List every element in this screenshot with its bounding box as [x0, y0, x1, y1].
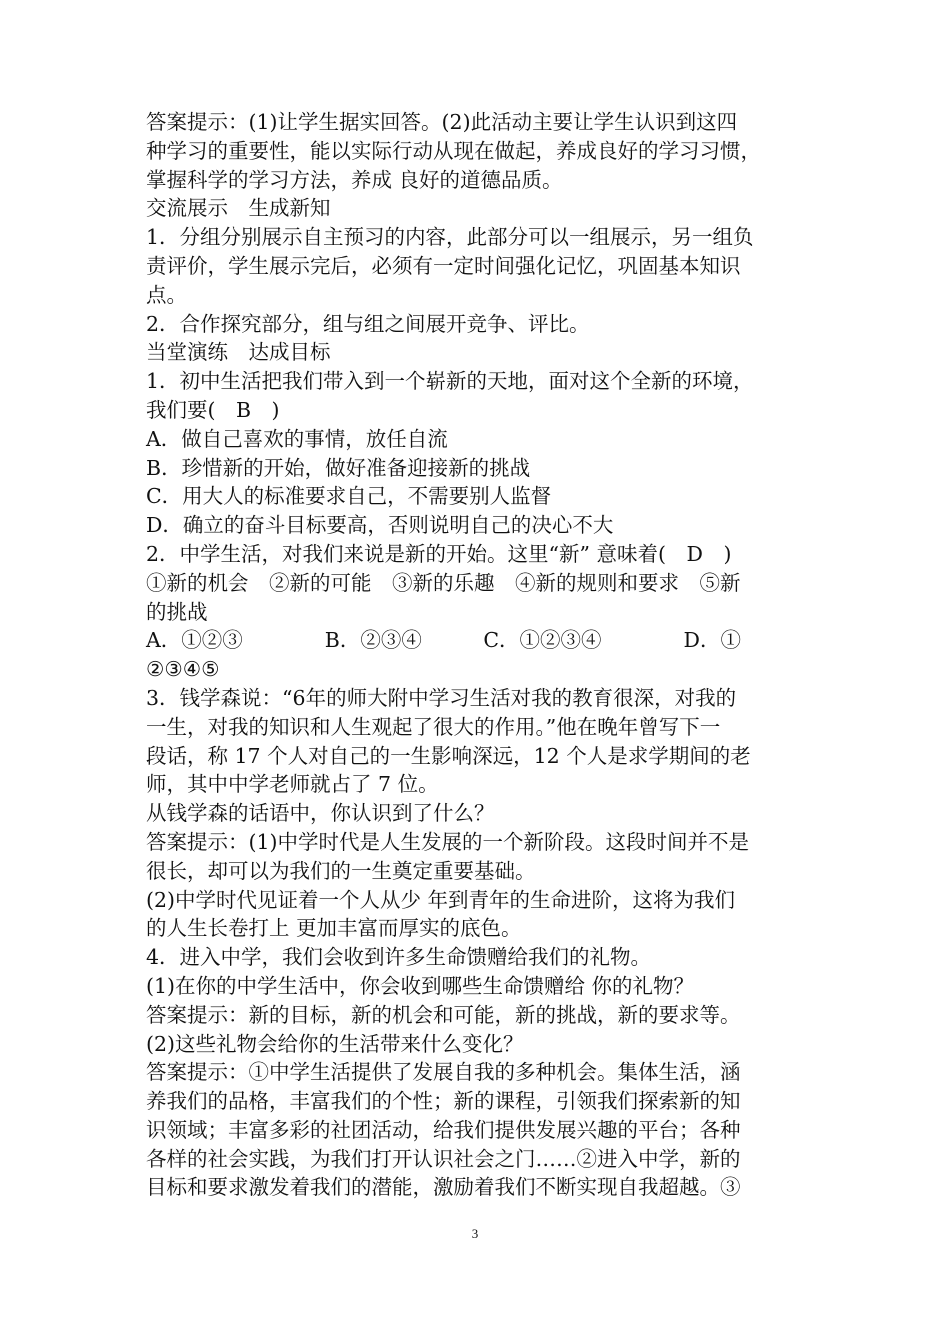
text-line: 3．钱学森说：“6年的师大附中学习生活对我的教育很深，对我的 [146, 685, 737, 710]
text-line: 答案提示：①中学生活提供了发展自我的多种机会。集体生活，涵 [146, 1060, 741, 1085]
text-line: ②③④⑤ [146, 657, 220, 682]
page-body-text [146, 108, 816, 1202]
page-number: 3 [471, 1226, 479, 1241]
text-line: 各样的社会实践，为我们打开认识社会之门……②进入中学，新的 [146, 1146, 741, 1171]
text-line: 很长，却可以为我们的一生奠定重要基础。 [146, 858, 536, 883]
text-line: 的挑战 [146, 599, 208, 624]
text-line: 4．进入中学，我们会收到许多生命馈赠给我们的礼物。 [146, 945, 652, 970]
text-line: 养我们的品格，丰富我们的个性；新的课程，引领我们探索新的知 [146, 1089, 741, 1114]
text-line: 点。 [146, 282, 187, 307]
text-line: 段话，称 17 个人对自己的一生影响深远，12 个人是求学期间的老 [146, 743, 751, 768]
text-line: 目标和要求激发着我们的潜能，激励着我们不断实现自我超越。③ [146, 1175, 741, 1200]
text-line: C．用大人的标准要求自己，不需要别人监督 [146, 484, 552, 509]
text-line: (1)在你的中学生活中，你会收到哪些生命馈赠给 你的礼物？ [146, 973, 695, 998]
text-line: 从钱学森的话语中，你认识到了什么？ [146, 801, 495, 826]
text-line: 答案提示：新的目标，新的机会和可能，新的挑战，新的要求等。 [146, 1002, 741, 1027]
text-line: 我们要( B ) [146, 397, 280, 422]
text-line: B．珍惜新的开始，做好准备迎接新的挑战 [146, 455, 531, 480]
text-line: 责评价，学生展示完后，必须有一定时间强化记忆，巩固基本知识 [146, 253, 741, 278]
text-line: 交流展示 生成新知 [146, 196, 331, 221]
text-line: 识领域；丰富多彩的社团活动，给我们提供发展兴趣的平台；各种 [146, 1117, 741, 1142]
text-line: A．①②③ B．②③④ C．①②③④ D．① [146, 628, 741, 653]
text-line: D．确立的奋斗目标要高，否则说明自己的决心不大 [146, 513, 614, 538]
text-line: 1．分组分别展示自主预习的内容，此部分可以一组展示，另一组负 [146, 225, 754, 250]
text-line: (2)这些礼物会给你的生活带来什么变化？ [146, 1031, 524, 1056]
text-line: 掌握科学的学习方法，养成 良好的道德品质。 [146, 167, 563, 192]
text-line: (2)中学时代见证着一个人从少 年到青年的生命进阶，这将为我们 [146, 887, 736, 912]
text-line: 1．初中生活把我们带入到一个崭新的天地，面对这个全新的环境， [146, 369, 754, 394]
text-line: 的人生长卷打上 更加丰富而厚实的底色。 [146, 916, 522, 941]
text-line: 种学习的重要性，能以实际行动从现在做起，养成良好的学习习惯， [146, 138, 761, 163]
text-line: 答案提示：(1)让学生据实回答。(2)此活动主要让学生认识到这四 [146, 110, 738, 134]
text-line: 当堂演练 达成目标 [146, 340, 331, 365]
text-line: 2．中学生活，对我们来说是新的开始。这里“新” 意味着( D ) [146, 541, 732, 566]
text-line: 答案提示：(1)中学时代是人生发展的一个新阶段。这段时间并不是 [146, 829, 750, 854]
text-line: 2．合作探究部分，组与组之间展开竞争、评比。 [146, 311, 590, 336]
text-line: A．做自己喜欢的事情，放任自流 [146, 426, 448, 451]
text-line: 一生，对我的知识和人生观起了很大的作用。”他在晚年曾写下一 [146, 714, 721, 739]
text-line: ①新的机会 ②新的可能 ③新的乐趣 ④新的规则和要求 ⑤新 [146, 570, 741, 595]
text-line: 师，其中中学老师就占了 7 位。 [146, 772, 439, 797]
